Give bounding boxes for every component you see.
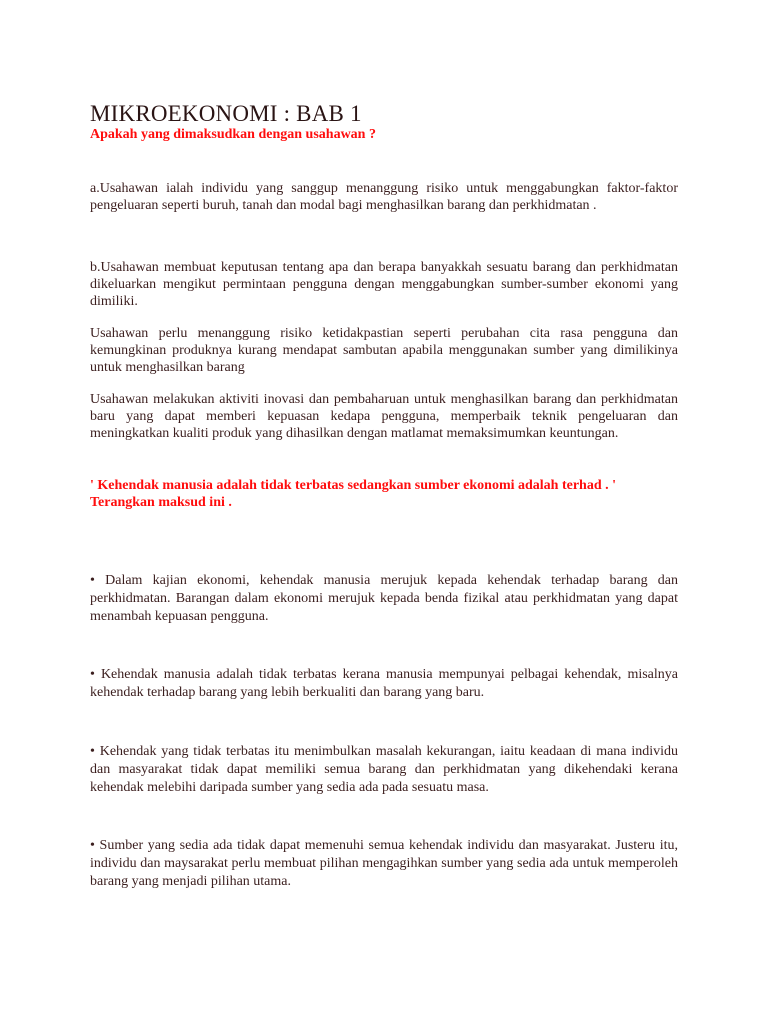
paragraph-b: b.Usahawan membuat keputusan tentang apa dan berapa banyakkah sesuatu barang dan perkhidmatan dikeluarkan mengikut permintaan pengguna dengan menggabungkan sumber-sumber ekonomi yang dimiliki. <box>90 260 678 309</box>
bullet-paragraph-3: • Kehendak yang tidak terbatas itu menimbulkan masalah kekurangan, iaitu keadaan di mana individu dan masyarakat tidak dapat memiliki semua barang dan perkhidmatan yang dikehendaki kerana kehendak melebihi daripada sumber yang sedia ada pada sesuatu masa. <box>90 744 678 795</box>
bullet-paragraph-1: • Dalam kajian ekonomi, kehendak manusia merujuk kepada kehendak terhadap barang dan perkhidmatan. Barangan dalam ekonomi merujuk kepada benda fizikal atau perkhidmatan yang dapat menambah kepuasan pengguna. <box>90 573 678 624</box>
page-title: MIKROEKONOMI : BAB 1 <box>90 101 362 126</box>
question-heading-2: ' Kehendak manusia adalah tidak terbatas sedangkan sumber ekonomi adalah terhad . ' Terangkan maksud ini . <box>90 478 617 510</box>
paragraph-a: a.Usahawan ialah individu yang sanggup menanggung risiko untuk menggabungkan faktor-faktor pengeluaran seperti buruh, tanah dan modal bagi menghasilkan barang dan perkhidmatan . <box>90 181 678 213</box>
bullet-paragraph-4: • Sumber yang sedia ada tidak dapat memenuhi semua kehendak individu dan masyarakat. Justeru itu, individu dan maysarakat perlu membuat pilihan mengagihkan sumber yang sedia ada untuk memperoleh barang yang menjadi pilihan utama. <box>90 838 678 889</box>
paragraph-c: Usahawan perlu menanggung risiko ketidakpastian seperti perubahan cita rasa pengguna dan kemungkinan produknya kurang mendapat sambutan apabila menggunakan sumber yang dimilikinya untuk menghasilkan barang <box>90 326 678 375</box>
question-heading-1: Apakah yang dimaksudkan dengan usahawan ? <box>90 127 376 142</box>
paragraph-d: Usahawan melakukan aktiviti inovasi dan pembaharuan untuk menghasilkan barang dan perkhidmatan baru yang dapat memberi kepuasan kedapa pengguna, memperbaik teknik pengeluaran dan meningkatkan kualiti produk yang dihasilkan dengan matlamat memaksimumkan keuntungan. <box>90 392 678 441</box>
bullet-paragraph-2: • Kehendak manusia adalah tidak terbatas kerana manusia mempunyai pelbagai kehendak, misalnya kehendak terhadap barang yang lebih berkualiti dan barang yang baru. <box>90 667 678 700</box>
